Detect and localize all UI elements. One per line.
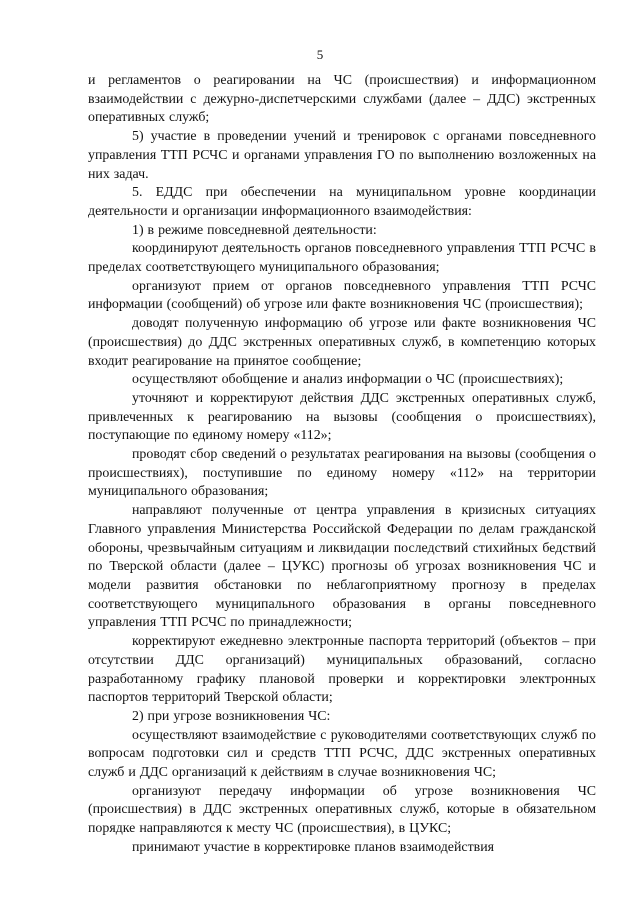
paragraph: 2) при угрозе возникновения ЧС: — [132, 708, 331, 724]
paragraph: осуществляют взаимодействие с руководителями соответствующих служб по вопросам подготовки сил и средств ТТП РСЧС, ДДС экстренных оперативных служб и ДДС организаций к действиям в случае возникновения ЧС; — [88, 727, 596, 781]
page-number: 5 — [316, 47, 324, 62]
paragraph: доводят полученную информацию об угрозе или факте возникновения ЧС (происшествия) до ДДС экстренных оперативных служб, в компетенцию которых входит реагирование на принятое сообщение; — [88, 316, 596, 369]
paragraph: проводят сбор сведений о результатах реагирования на вызовы (сообщения о происшествиях), поступившие по единому номеру «112» на территории муниципального образования; — [88, 447, 596, 500]
paragraph: 5. ЕДДС при обеспечении на муниципальном уровне координации деятельности и организации информационного взаимодействия: — [88, 185, 596, 219]
paragraph: организуют прием от органов повседневного управления ТТП РСЧС информации (сообщений) об угрозе или факте возникновения ЧС (происшествия); — [88, 278, 596, 313]
paragraph: направляют полученные от центра управления в кризисных ситуациях Главного управления Министерства Российской Федерации по делам гражданской обороны, чрезвычайным ситуациям и ликвидации последствий стихийных бедствий по Тверской области (далее – ЦУКС) прогнозы об угрозах возникновения ЧС и модели развития обстановки по неблагоприятному прогнозу в пределах соответствующего муниципального образования в органы повседневного управления ТТП РСЧС по принадлежности; — [88, 503, 596, 631]
paragraph: корректируют ежедневно электронные паспорта территорий (объектов – при отсутствии ДДС организаций) муниципальных образований, согласно разработанному графику плановой проверки и корректировки электронных паспортов территорий Тверской области; — [88, 634, 596, 706]
document-body — [88, 72, 596, 858]
paragraph: координируют деятельность органов повседневного управления ТТП РСЧС в пределах соответствующего муниципального образования; — [88, 241, 596, 276]
paragraph: уточняют и корректируют действия ДДС экстренных оперативных служб, привлеченных к реагированию на вызовы (сообщения о происшествиях), поступающие по единому номеру «112»; — [88, 390, 596, 444]
paragraph: 1) в режиме повседневной деятельности: — [132, 222, 377, 238]
paragraph: и регламентов о реагировании на ЧС (происшествия) и информационном взаимодействии с дежурно-диспетчерскими службами (далее – ДДС) экстренных оперативных служб; — [88, 73, 596, 126]
paragraph: организуют передачу информации об угрозе возникновения ЧС (происшествия) в ДДС экстренных оперативных служб, которые в обязательном порядке направляются к месту ЧС (происшествия), в ЦУКС; — [88, 783, 596, 837]
paragraph: осуществляют обобщение и анализ информации о ЧС (происшествиях); — [132, 372, 564, 388]
paragraph: 5) участие в проведении учений и тренировок с органами повседневного управления ТТП РСЧС и органами управления ГО по выполнению возложенных на них задач. — [88, 129, 596, 182]
paragraph: принимают участие в корректировке планов взаимодействия — [132, 839, 495, 855]
